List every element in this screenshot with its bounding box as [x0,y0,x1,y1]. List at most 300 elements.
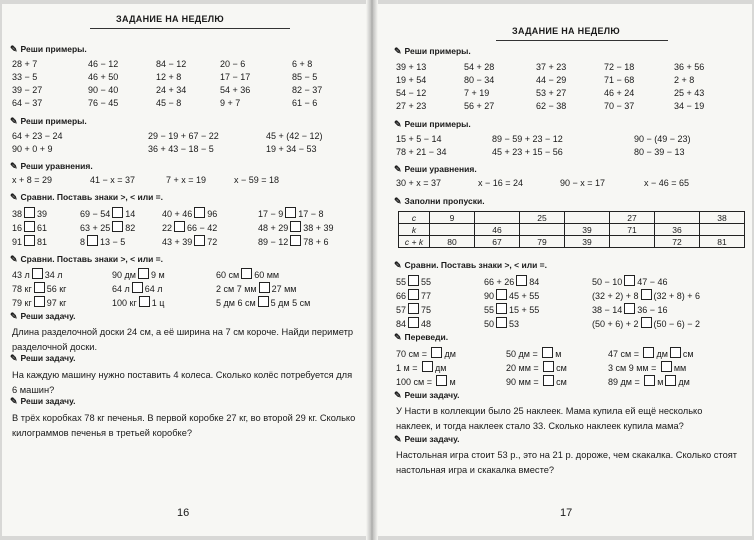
cmp-left: 57 [396,305,407,315]
answer-box[interactable] [290,235,301,246]
conversion [608,347,694,359]
exercise: 80 − 39 − 13 [634,147,685,157]
exercise: 82 − 37 [292,85,323,95]
cmp-right: (50 − 6) − 2 [653,319,701,329]
pen-icon: ✎ [10,44,18,54]
book-gutter [366,0,378,540]
exercise: 29 − 19 + 67 − 22 [148,131,219,141]
exercise: 24 + 34 [156,85,187,95]
exercise: 53 + 27 [536,88,567,98]
comparison [396,275,431,287]
cmp-right: 17 − 8 [298,209,324,219]
exercise: 71 − 68 [604,75,635,85]
task-title [10,116,87,127]
comparison [162,221,217,233]
answer-box[interactable] [643,347,654,358]
pen-icon: ✎ [10,396,18,406]
task-title [394,390,459,401]
cmp-right: 47 − 46 [637,277,668,287]
conv-unit: см [682,349,694,359]
table-cell: 27 [610,212,655,224]
task-title-text: Реши задачу. [20,311,76,321]
table-cell: 9 [430,212,475,224]
cmp-right: 60 мм [254,270,280,280]
conv-unit: дм [434,363,447,373]
cmp-left: 55 [484,305,495,315]
cmp-left: 66 + 26 [484,277,515,287]
cmp-left: 89 − 12 [258,237,289,247]
answer-box[interactable] [543,361,554,372]
pen-icon: ✎ [10,192,18,202]
table-cell: 80 [430,236,475,248]
answer-box[interactable] [408,275,419,286]
conversion [506,347,561,359]
exercise: 54 − 12 [396,88,427,98]
task-title-text: Реши задачу. [20,353,76,363]
cmp-right: 36 − 16 [637,305,668,315]
cmp-left: 50 − 10 [592,277,623,287]
blank-cell[interactable] [430,224,475,236]
cmp-right: 84 [529,277,540,287]
comparison [396,317,431,329]
pen-icon: ✎ [394,164,402,174]
comparison [12,296,66,308]
cmp-right: 55 [421,277,432,287]
header-rule [90,28,290,29]
table-cell: 72 [655,236,700,248]
blank-cell[interactable] [610,236,655,248]
cmp-left: 43 л [12,270,30,280]
equation: 41 − x = 37 [90,175,136,185]
cmp-left: 63 + 25 [80,223,111,233]
exercise: 64 − 37 [12,98,43,108]
answer-box[interactable] [431,347,442,358]
table-cell: 36 [655,224,700,236]
task-title [394,46,471,57]
problem-text: Длина разделочной доски 24 см, а её ширина на 7 см короче. Найди периметр разделочной доски. [12,327,354,352]
cmp-right: 1 ц [151,298,165,308]
answer-box[interactable] [496,317,507,328]
cmp-right: 81 [37,237,48,247]
table-cell: 71 [610,224,655,236]
equation: x − 46 = 65 [644,178,690,188]
cmp-left: 60 см [216,270,240,280]
exercise: 9 + 7 [220,98,241,108]
cmp-left: 17 − 9 [258,209,284,219]
cmp-left: 38 − 14 [592,305,623,315]
conv-expr: 70 см = [396,349,430,359]
comparison [258,221,334,233]
cmp-left: 40 + 46 [162,209,193,219]
cmp-right: 27 мм [271,284,297,294]
conversion [396,347,456,359]
cmp-left: 55 [396,277,407,287]
exercise: 80 − 34 [464,75,495,85]
task-title [394,196,485,207]
exercise: 44 − 29 [536,75,567,85]
pen-icon: ✎ [10,353,18,363]
cmp-right: 48 [421,319,432,329]
blank-cell[interactable] [475,212,520,224]
cmp-left: 38 [12,209,23,219]
pen-icon: ✎ [10,254,18,264]
cmp-left: 5 дм 6 см [216,298,256,308]
task-title [10,396,75,407]
cmp-right: 66 − 42 [187,223,218,233]
exercise: 78 + 21 − 34 [396,147,447,157]
answer-box[interactable] [496,289,507,300]
answer-box[interactable] [32,268,43,279]
task-title [394,119,471,130]
conv-unit: м [657,377,664,387]
exercise: 85 − 5 [292,72,318,82]
pen-icon: ✎ [10,116,18,126]
exercise: 46 − 12 [88,59,119,69]
cmp-right: 61 [37,223,48,233]
table-cell: 39 [565,236,610,248]
comparison [396,303,431,315]
comparison [592,317,700,329]
equation: 90 − x = 17 [560,178,606,188]
cmp-left: 50 [484,319,495,329]
table-cell: 39 [565,224,610,236]
cmp-left: 90 [484,291,495,301]
answer-box[interactable] [138,268,149,279]
pen-icon: ✎ [394,434,402,444]
row-label: k [399,224,430,236]
exercise: 36 + 56 [674,62,705,72]
exercise: 39 − 27 [12,85,43,95]
exercise: 20 − 6 [220,59,246,69]
comparison [484,317,519,329]
answer-box[interactable] [408,289,419,300]
task-title-text: Реши уравнения. [20,161,93,171]
answer-box[interactable] [661,361,672,372]
problem-text: Настольная игра стоит 53 р., это на 21 р. дороже, чем скакалка. Сколько стоят настольная игра и скакалка вместе? [396,450,738,475]
comparison [12,268,63,280]
comparison [592,275,668,287]
comparison [112,296,164,308]
problem-text: В трёх коробках 78 кг печенья. В первой коробке 27 кг, во второй 29 кг. Сколько килограммов печенья в третьей коробке? [12,413,356,438]
answer-box[interactable] [194,235,205,246]
comparison [216,268,279,280]
conv-unit: см [556,363,567,373]
cmp-right: 53 [509,319,520,329]
cmp-left: 66 [396,291,407,301]
task-title [10,353,75,364]
table-cell: 38 [700,212,745,224]
conv-unit: см [556,377,567,387]
task-title [10,192,163,203]
table-row [399,212,745,224]
exercise: 7 + 19 [464,88,490,98]
page-17 [372,4,752,536]
comparison [112,282,163,294]
answer-box[interactable] [132,282,143,293]
answer-box[interactable] [641,317,652,328]
cmp-right: 34 л [44,270,63,280]
exercise: 61 − 6 [292,98,318,108]
cmp-right: 82 [125,223,136,233]
page-16 [2,4,370,536]
conversion [608,361,686,373]
answer-box[interactable] [194,207,205,218]
conversion [608,375,690,387]
cmp-right: 45 + 55 [509,291,540,301]
pen-icon: ✎ [394,46,402,56]
cmp-right: 56 кг [46,284,67,294]
blank-cell[interactable] [565,212,610,224]
task-title-text: Сравни. Поставь знаки >, < или =. [20,254,164,264]
answer-box[interactable] [624,275,635,286]
comparison [484,303,539,315]
cmp-left: 8 [80,237,86,247]
blank-cell[interactable] [700,224,745,236]
conv-expr: 89 дм = [608,377,643,387]
answer-box[interactable] [543,375,554,386]
page-number: 16 [177,507,190,519]
answer-box[interactable] [34,296,45,307]
exercise: 15 + 5 − 14 [396,134,442,144]
cmp-right: 5 дм 5 см [270,298,311,308]
conv-expr: 50 дм = [506,349,541,359]
cmp-right: 15 + 55 [509,305,540,315]
exercise: 46 + 24 [604,88,635,98]
pen-icon: ✎ [394,390,402,400]
cmp-right: 64 л [144,284,163,294]
page-header: ЗАДАНИЕ НА НЕДЕЛЮ [116,14,224,24]
cmp-left: 90 дм [112,270,136,280]
problem-text: На каждую машину нужно поставить 4 колеса. Сколько колёс потребуется для 6 машин? [12,370,353,395]
row-label: c + k [399,236,430,248]
header-rule [496,40,668,41]
pen-icon: ✎ [10,311,18,321]
exercise: 70 − 37 [604,101,635,111]
conversion [396,361,446,373]
equation: x − 59 = 18 [234,175,280,185]
conversion [506,375,567,387]
pen-icon: ✎ [10,161,18,171]
row-label: c [399,212,430,224]
comparison [216,296,310,308]
answer-box[interactable] [408,317,419,328]
answer-box[interactable] [112,221,123,232]
exercise: 90 + 0 + 9 [12,144,53,154]
equation: x + 8 = 29 [12,175,53,185]
task-title [10,161,93,172]
cmp-left: 91 [12,237,23,247]
cmp-left: (32 + 2) + 8 [592,291,639,301]
exercise: 64 + 23 − 24 [12,131,63,141]
conv-expr: 100 см = [396,377,435,387]
cmp-right: 77 [421,291,432,301]
cmp-right: 9 м [150,270,165,280]
exercise: 90 − 40 [88,85,119,95]
exercise: 25 + 43 [674,88,705,98]
exercise: 89 − 59 + 23 − 12 [492,134,563,144]
answer-box[interactable] [259,282,270,293]
table-cell: 79 [520,236,565,248]
cmp-left: 79 кг [12,298,32,308]
comparison [216,282,296,294]
answer-box[interactable] [241,268,252,279]
comparison [592,289,700,301]
answer-box[interactable] [87,235,98,246]
table-cell: 46 [475,224,520,236]
pen-icon: ✎ [394,260,402,270]
comparison [12,282,66,294]
comparison [12,235,47,247]
conv-expr: 20 мм = [506,363,542,373]
pen-icon: ✎ [394,119,402,129]
task-title-text: Заполни пропуски. [404,196,485,206]
exercise: 37 + 23 [536,62,567,72]
answer-box[interactable] [422,361,433,372]
cmp-left: 16 [12,223,23,233]
cmp-left: 78 кг [12,284,32,294]
conversion [396,375,456,387]
table-row [399,224,745,236]
conv-unit: дм [656,349,668,359]
page-header: ЗАДАНИЕ НА НЕДЕЛЮ [512,26,620,36]
task-title-text: Реши задачу. [404,434,460,444]
comparison [12,207,47,219]
table-row [399,236,745,248]
answer-box[interactable] [665,375,676,386]
exercise: 56 + 27 [464,101,495,111]
exercise: 54 + 28 [464,62,495,72]
answer-box[interactable] [516,275,527,286]
comparison [12,221,47,233]
exercise: 84 − 12 [156,59,187,69]
comparison [396,289,431,301]
exercise: 2 + 8 [674,75,695,85]
task-title [10,311,75,322]
exercise: 34 − 19 [674,101,705,111]
conversion [506,361,567,373]
comparison [162,235,217,247]
answer-box[interactable] [112,207,123,218]
answer-box[interactable] [24,235,35,246]
exercise: 45 − 8 [156,98,182,108]
cmp-right: (32 + 8) + 6 [653,291,701,301]
comparison [80,221,135,233]
table-cell: 81 [700,236,745,248]
task-title [394,260,547,271]
task-title-text: Реши задачу. [404,390,460,400]
task-title-text: Сравни. Поставь знаки >, < или =. [20,192,164,202]
answer-box[interactable] [174,221,185,232]
conv-expr: 3 см 9 мм = [608,363,659,373]
conv-unit: м [555,349,562,359]
task-title-text: Реши примеры. [20,116,87,126]
conv-unit: мм [673,363,687,373]
task-title-text: Реши примеры. [404,46,471,56]
table-cell: 67 [475,236,520,248]
answer-box[interactable] [24,221,35,232]
exercise: 76 − 45 [88,98,119,108]
exercise: 6 + 8 [292,59,313,69]
answer-box[interactable] [641,289,652,300]
page-number: 17 [560,507,573,519]
equation: 30 + x = 37 [396,178,442,188]
blank-cell[interactable] [520,224,565,236]
cmp-right: 14 [125,209,136,219]
cmp-right: 39 [37,209,48,219]
equation: 7 + x = 19 [166,175,207,185]
cmp-right: 78 + 6 [303,237,329,247]
exercise: 62 − 38 [536,101,567,111]
task-title-text: Сравни. Поставь знаки >, < или =. [404,260,548,270]
conv-unit: м [449,377,456,387]
conv-expr: 90 мм = [506,377,542,387]
exercise: 90 − (49 − 23) [634,134,691,144]
answer-box[interactable] [290,221,301,232]
answer-box[interactable] [258,296,269,307]
cmp-right: 97 кг [46,298,67,308]
answer-box[interactable] [496,303,507,314]
answer-box[interactable] [408,303,419,314]
comparison [80,235,125,247]
task-title-text: Реши примеры. [20,44,87,54]
comparison [484,275,539,287]
pen-icon: ✎ [394,332,402,342]
cmp-right: 13 − 5 [100,237,126,247]
answer-box[interactable] [624,303,635,314]
comparison [592,303,668,315]
answer-box[interactable] [24,207,35,218]
exercise: 33 − 5 [12,72,38,82]
cmp-right: 96 [207,209,218,219]
answer-box[interactable] [436,375,447,386]
table-cell: 25 [520,212,565,224]
exercise: 36 + 43 − 18 − 5 [148,144,214,154]
answer-box[interactable] [139,296,150,307]
fill-in-table [398,211,745,248]
task-title-text: Переведи. [404,332,449,342]
equation: x − 16 = 24 [478,178,524,188]
conv-expr: 47 см = [608,349,642,359]
pen-icon: ✎ [394,196,402,206]
task-title-text: Реши примеры. [404,119,471,129]
answer-box[interactable] [285,207,296,218]
task-title [394,164,477,175]
task-title [10,44,87,55]
answer-box[interactable] [542,347,553,358]
task-title [394,434,459,445]
cmp-left: 48 + 29 [258,223,289,233]
conv-expr: 1 м = [396,363,420,373]
exercise: 12 + 8 [156,72,182,82]
cmp-right: 38 + 39 [303,223,334,233]
comparison [484,289,539,301]
comparison [258,207,324,219]
exercise: 27 + 23 [396,101,427,111]
comparison [112,268,165,280]
exercise: 72 − 18 [604,62,635,72]
cmp-left: 43 + 39 [162,237,193,247]
exercise: 46 + 50 [88,72,119,82]
cmp-right: 75 [421,305,432,315]
cmp-right: 72 [207,237,218,247]
answer-box[interactable] [34,282,45,293]
exercise: 17 − 17 [220,72,251,82]
answer-box[interactable] [670,347,681,358]
answer-box[interactable] [644,375,655,386]
cmp-left: 84 [396,319,407,329]
task-title [10,254,163,265]
blank-cell[interactable] [655,212,700,224]
